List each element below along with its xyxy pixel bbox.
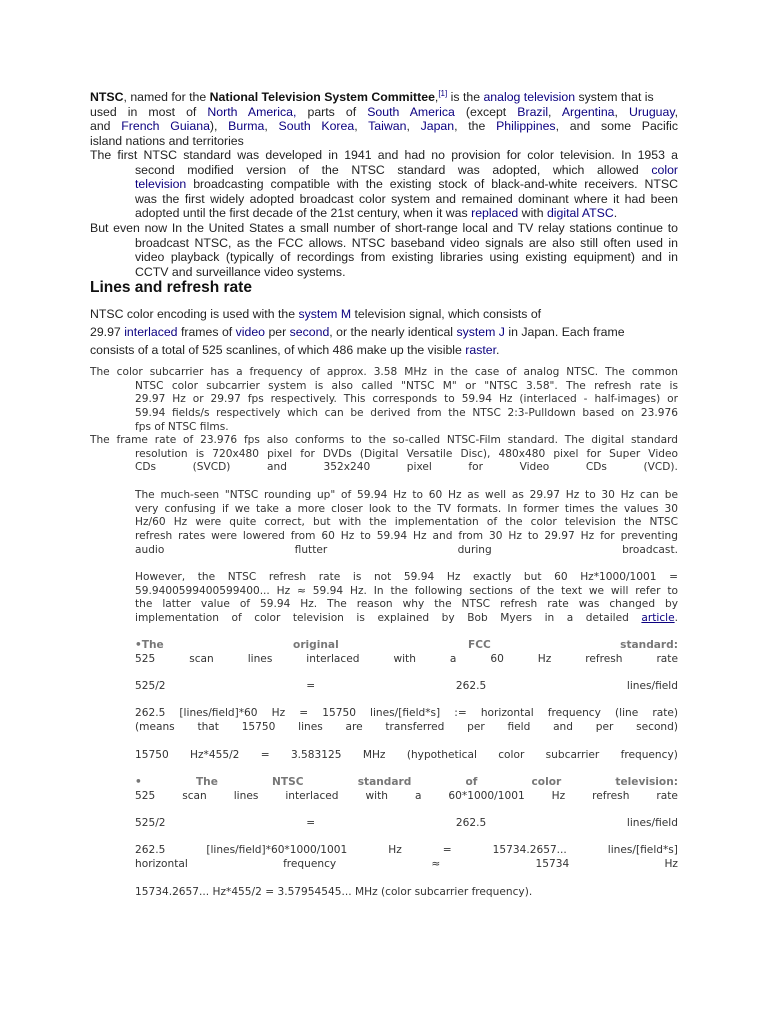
burma-link[interactable]: Burma bbox=[228, 119, 265, 133]
body-paragraph-4: However, the NTSC refresh rate is not 59.94 Hz exactly but 60 Hz*1000/1001 = 59.9400599400599400... Hz ≈ 59.94 Hz. In the following sections of the text we will refer to the latter value of 59.94 Hz. The reason why the NTSC refresh rate was changed by implementation of color television is explained by Bob Myers in a detailed article. bbox=[135, 571, 678, 625]
body-paragraph-1: The color subcarrier has a frequency of approx. 3.58 MHz in the case of analog NTSC. The common NTSC color subcarrier system is also called "NTSC M" or "NTSC 3.58". The refresh rate is 29.97 Hz or 29.97 fps respectively. This corresponds to 59.94 Hz (interlaced - half-images) or 59.94 fields/s respectively which can be derived from the NTSC 2:3-Pulldown based on 23.976 fps of NTSC films. bbox=[90, 366, 678, 433]
ntsc-term: NTSC bbox=[90, 90, 124, 104]
south-korea-link[interactable]: South Korea bbox=[278, 119, 355, 133]
television-link[interactable]: television bbox=[135, 177, 187, 191]
interlaced-link[interactable]: interlaced bbox=[124, 325, 178, 339]
south-america-link[interactable]: South America bbox=[367, 104, 455, 119]
north-america-link[interactable]: North America, bbox=[207, 104, 297, 119]
replaced-link[interactable]: replaced bbox=[471, 206, 519, 220]
second-link[interactable]: second bbox=[289, 325, 330, 339]
intro-paragraph-2: The first NTSC standard was developed in 1941 and had no provision for color television. In 1953 a second modified version of the NTSC standard was adopted, which allowed color television broadcasting compatible with the existing stock of black-and-white receivers. NTSC was the first widely adopted broadcast color system and remained dominant where it had been adopted until the first decade of the 21st century, when it was replaced with digital ATSC. bbox=[90, 148, 678, 220]
section-heading: Lines and refresh rate bbox=[90, 279, 252, 296]
intro-paragraph-1: NTSC, named for the National Television System Committee,[1] is the analog television system that is used in most of North America, parts of South America (except Brazil, Argentina, Uruguay, and French Guiana), Burma, South Korea, Taiwan, Japan, the Philippines, and some Pacific island nations and territories bbox=[90, 88, 678, 148]
system-m-link[interactable]: system M bbox=[298, 307, 352, 321]
ntsc-standard-heading: • The NTSC standard of color television: bbox=[135, 776, 678, 788]
article-link[interactable]: article bbox=[641, 612, 675, 625]
raster-link[interactable]: raster bbox=[465, 343, 497, 357]
original-standard-heading: •The original FCC standard: bbox=[135, 639, 678, 651]
argentina-link[interactable]: Argentina bbox=[561, 104, 615, 119]
digital-atsc-link[interactable]: digital ATSC bbox=[546, 206, 614, 220]
intro-paragraph-3: But even now In the United States a small number of short-range local and TV relay stations continue to broadcast NTSC, as the FCC allows. NTSC baseband video signals are also still often used in video playback (typically of recordings from existing libraries using existing equipment) and in CCTV and surveillance video systems. bbox=[90, 221, 678, 279]
uruguay-link[interactable]: Uruguay bbox=[629, 104, 675, 119]
color-link[interactable]: color bbox=[651, 162, 678, 177]
system-j-link[interactable]: system J bbox=[456, 325, 505, 339]
analog-television-link[interactable]: analog television bbox=[483, 90, 576, 104]
ntsc-color-standard: • The NTSC standard of color television: 525 scan lines interlaced with a 60*1000/1001 Hz refresh rate 525/2 = 262.5 lines/field 262.5 [lines/field]*60*1000/1001 Hz = 15734.2657... lines/[field*s] horizontal frequency ≈ 15734 Hz 15734.2657... Hz*455/2 = 3.57954545... MHz (color subcarrier frequency). bbox=[135, 776, 678, 898]
body-indented-block: The much-seen "NTSC rounding up" of 59.94 Hz to 60 Hz as well as 29.97 Hz to 30 Hz can be very confusing if we take a more closer look to the TV formats. In former times the values 30 Hz/60 Hz were quite correct, but with the implementation of the color television the NTSC refresh rates were lowered from 60 Hz to 59.94 Hz and from 30 Hz to 29.97 Hz for preventing audio flutter during broadcast. bbox=[135, 489, 678, 556]
brazil-link[interactable]: Brazil bbox=[517, 104, 549, 119]
video-link[interactable]: video bbox=[235, 325, 266, 339]
committee-term: National Television System Committee bbox=[209, 90, 435, 104]
japan-link[interactable]: Japan bbox=[420, 119, 455, 133]
original-fcc-standard: •The original FCC standard: 525 scan lines interlaced with a 60 Hz refresh rate 525/2 = 262.5 lines/field 262.5 [lines/field]*60 Hz = 15750 lines/[field*s] := horizontal frequency (line rate) (means that 15750 lines are transferred per field and per second) 15750 Hz*455/2 = 3.583125 MHz (hypothetical color subcarrier frequency) bbox=[135, 639, 678, 761]
taiwan-link[interactable]: Taiwan bbox=[368, 119, 407, 133]
body-paragraph-2: The frame rate of 23.976 fps also conforms to the so-called NTSC-Film standard. The digital standard resolution is 720x480 pixel for DVDs (Digital Versatile Disc), 480x480 pixel for Super Video CDs (SVCD) and 352x240 pixel for Video CDs (VCD). bbox=[90, 434, 678, 474]
reference-1-link[interactable]: [1] bbox=[438, 88, 448, 98]
section-intro: NTSC color encoding is used with the system M television signal, which consists of 29.97 interlaced frames of video per second, or the nearly identical system J in Japan. Each frame consists of a total of 525 scanlines, of which 486 make up the visible raster. bbox=[90, 307, 625, 357]
french-guiana-link[interactable]: French Guiana bbox=[121, 119, 210, 133]
philippines-link[interactable]: Philippines bbox=[496, 119, 556, 133]
p2-last-line: CDs (SVCD) and 352x240 pixel for Video CDs (VCD). bbox=[135, 461, 678, 474]
